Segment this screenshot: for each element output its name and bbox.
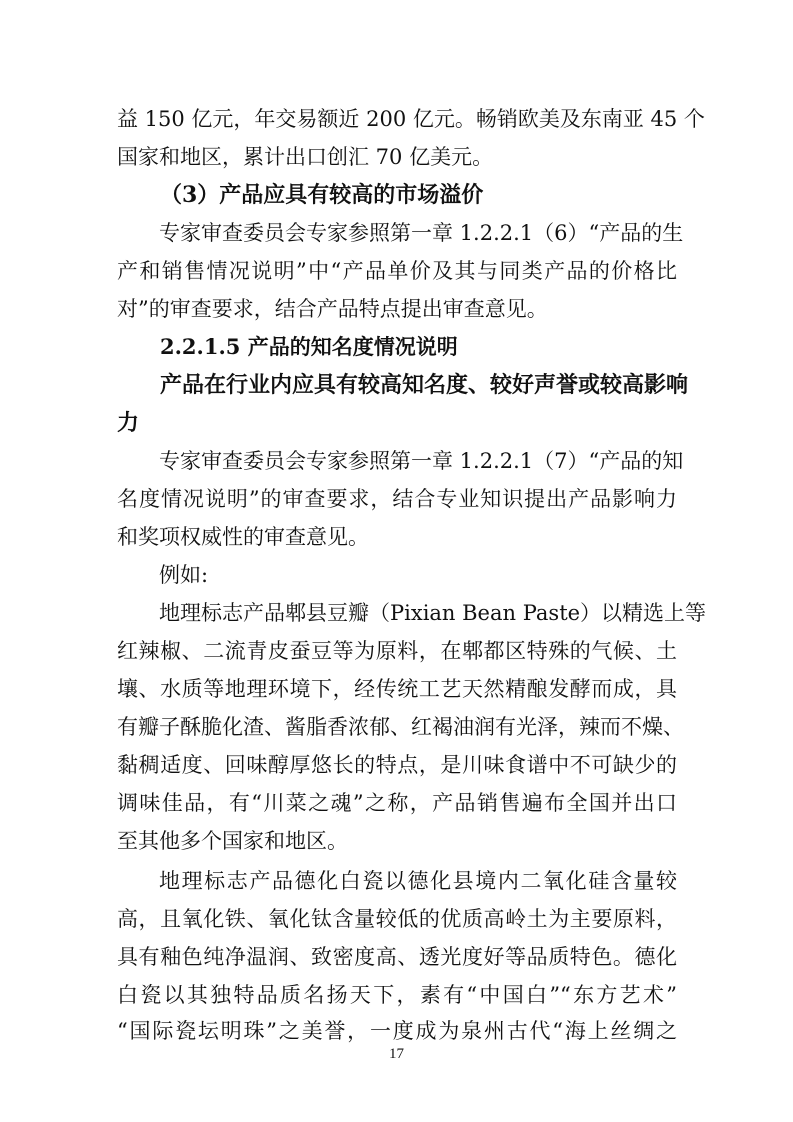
- text-line: 有瓣子酥脆化渣、酱脂香浓郁、红褐油润有光泽，辣而不燥、: [117, 715, 684, 739]
- text-line: 白瓷以其独特品质名扬天下，素有“中国白”“东方艺术”: [117, 983, 677, 1007]
- page-number: 17: [389, 1046, 404, 1062]
- text-line: 高，且氧化铁、氧化钛含量较低的优质高岭土为主要原料，: [117, 907, 677, 931]
- text-line: 专家审查委员会专家参照第一章 1.2.2.1（7）“产品的知: [159, 449, 684, 473]
- text-line: 具有釉色纯净温润、致密度高、透光度好等品质特色。德化: [117, 945, 677, 969]
- text-line: 地理标志产品德化白瓷以德化县境内二氧化硅含量较: [159, 869, 677, 893]
- text-line: 例如:: [159, 563, 209, 587]
- text-line: 益 150 亿元，年交易额近 200 亿元。畅销欧美及东南亚 45 个: [117, 107, 705, 131]
- section-heading: （3）产品应具有较高的市场溢价: [160, 182, 484, 208]
- text-line: “国际瓷坛明珠”之美誉，一度成为泉州古代“海上丝绸之: [117, 1019, 677, 1043]
- text-line: 至其他多个国家和地区。: [117, 829, 348, 853]
- text-line: 和奖项权威性的审查意见。: [117, 525, 369, 549]
- text-line: 地理标志产品郫县豆瓣（Pixian Bean Paste）以精选上等: [159, 601, 707, 625]
- section-heading: 2.2.1.5 产品的知名度情况说明: [160, 334, 458, 359]
- text-line: 黏稠适度、回味醇厚悠长的特点，是川味食谱中不可缺少的: [117, 753, 677, 777]
- text-line: 红辣椒、二流青皮蚕豆等为原料，在郫都区特殊的气候、土: [117, 639, 677, 663]
- text-line: 产和销售情况说明”中“产品单价及其与同类产品的价格比: [117, 259, 677, 283]
- text-line: 壤、水质等地理环境下，经传统工艺天然精酿发酵而成，具: [117, 677, 677, 701]
- text-line: 国家和地区，累计出口创汇 70 亿美元。: [117, 145, 494, 169]
- text-line: 调味佳品，有“川菜之魂”之称，产品销售遍布全国并出口: [117, 791, 677, 815]
- text-line: 对”的审查要求，结合产品特点提出审查意见。: [117, 297, 548, 321]
- text-line: 名度情况说明”的审查要求，结合专业知识提出产品影响力: [117, 487, 677, 511]
- subsection-heading: 力: [117, 410, 140, 436]
- text-line: 专家审查委员会专家参照第一章 1.2.2.1（6）“产品的生: [159, 221, 684, 245]
- subsection-heading: 产品在行业内应具有较高知名度、较好声誉或较高影响: [160, 372, 689, 398]
